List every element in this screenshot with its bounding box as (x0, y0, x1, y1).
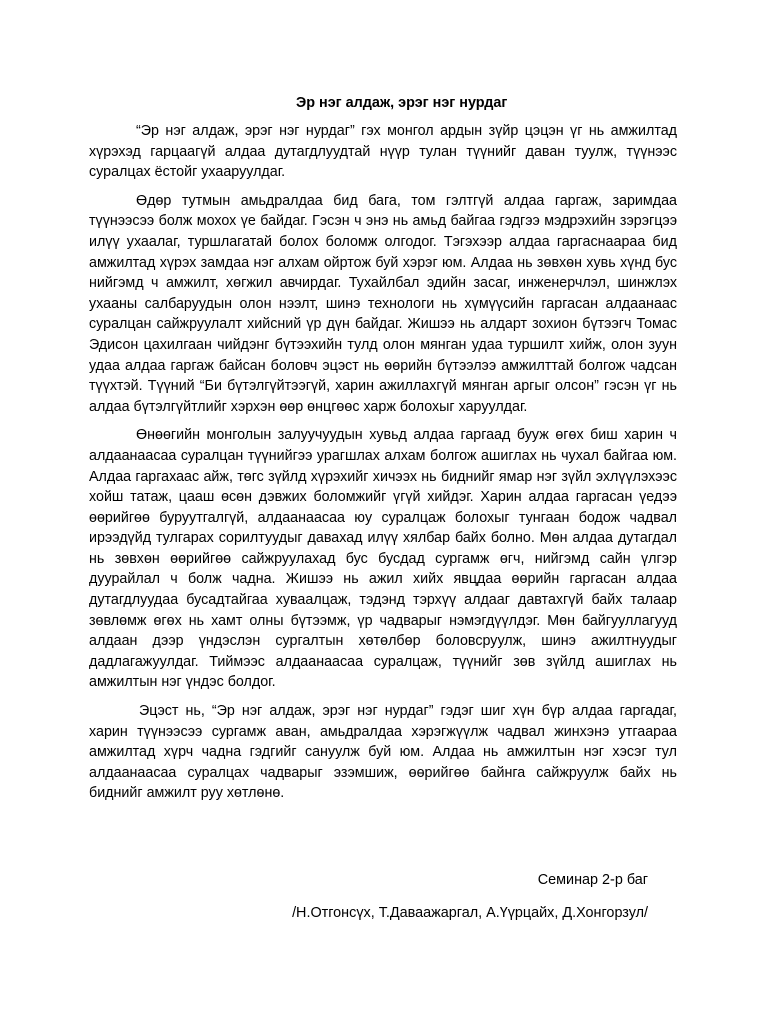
signature-names: /Н.Отгонсүх, Т.Даваажаргал, А.Үүрцайх, Д.Хонгорзул/ (292, 905, 648, 921)
paragraph-youth: Өнөөгийн монголын залуучуудын хувьд алдаа гаргаад бууж өгөх биш харин ч алдаанаасаа суралцан түүнийгээ урагшлах алхам болгож ашиглах нь чухал байгаа юм. Алдаа гаргахаас айж, төгс зүйлд хүрэхийг хичээх нь биднийг ямар нэг зүйл эхлүүлэхээс хойш татаж, цааш өсөн дэвжих боломжийг үгүй хийдэг. Харин алдаа гаргасан үедээ өөрийгөө буруутгалгүй, алдаанаасаа юу суралцаж болохыг тунгаан бодож чадвал ирээдүйд тулгарах сорилтуудыг давахад илүү хялбар байх болно. Мөн алдаа дутагдал нь зөвхөн өөрийгөө сайжруулахад бус бусдад сургамж өгч, нийгэмд сайн үлгэр дуурайлал ч болж чадна. Жишээ нь ажил хийх явцдаа өөрийн гаргасан алдаа дутагдлуудаа бусадтайгаа хуваалцаж, тэдэнд тэрхүү алдааг давтахгүй байх талаар зөвлөмж өгөх нь хамт олны бүтээмж, үр чадварыг нэмэгдүүлдэг. Мөн байгууллагууд алдаан дээр үндэслэн сургалтын хөтөлбөр боловсруулж, шинэ ажилтнуудыг дадлагажуулдаг. Тиймээс алдаанаасаа суралцаж, түүнийг зөв зүйлд ашиглах нь амжилтын нэг үндэс болдог. (89, 427, 677, 691)
paragraph-daily-life: Өдөр тутмын амьдралдаа бид бага, том гэлтгүй алдаа гаргаж, заримдаа түүнээсээ болж мохох үе байдаг. Гэсэн ч энэ нь амьд байгаа гэдгээ мэдрэхийн зэрэгцээ илүү ухаалаг, туршлагатай болох боломж олгодог. Тэгэхээр алдаа гаргаснаараа бид амжилтад хүрэх замдаа нэг алхам ойртож буй хэрэг юм. Алдаа нь зөвхөн хувь хүнд бус нийгэмд ч амжилт, хөгжил авчирдаг. Тухайлбал эдийн засаг, инженерчлэл, шинжлэх ухааны салбаруудын олон нээлт, шинэ технологи нь хүмүүсийн гаргасан алдаанаас суралцан сайжруулалт хийсний үр дүн байдаг. Жишээ нь алдарт зохион бүтээгч Томас Эдисон цахилгаан чийдэнг бүтээхийн тулд олон мянган удаа туршилт хийж, олон зуун удаа алдаа гаргаж байсан боловч эцэст нь өөрийн бүтээлээ амжилттай болгож чадсан түүхтэй. Түүний “Би бүтэлгүйтээгүй, харин ажиллахгүй мянган аргыг олсон” гэсэн үг нь алдаа бүтэлгүйтлийг хэрхэн өөр өнцгөөс харж болохыг харуулдаг. (89, 192, 677, 415)
paragraph-intro: “Эр нэг алдаж, эрэг нэг нурдаг” гэх монгол ардын зүйр цэцэн үг нь амжилтад хүрэхэд гарцаагүй алдаа дутагдлуудтай нүүр тулан түүнийг даван туулж, түүнээс суралцах ёстойг ухааруулдаг. (89, 123, 677, 181)
document-title: Эр нэг алдаж, эрэг нэг нурдаг (296, 95, 508, 111)
paragraph-conclusion: Эцэст нь, “Эр нэг алдаж, эрэг нэг нурдаг” гэдэг шиг хүн бүр алдаа гаргадаг, харин түүнээсээ сургамж аван, амьдралдаа хэрэгжүүлж чадвал жинхэнэ утгаараа амжилтад хүрч чадна гэдгийг сануулж буй юм. Алдаа нь амжилтын нэг хэсэг тул алдаанаасаа суралцах чадварыг эзэмшиж, өөрийгөө байнга сайжруулж байх нь биднийг амжилт руу хөтлөнө. (89, 703, 677, 802)
signature-group: Семинар 2-р баг (537, 872, 648, 888)
document-body (89, 93, 677, 812)
